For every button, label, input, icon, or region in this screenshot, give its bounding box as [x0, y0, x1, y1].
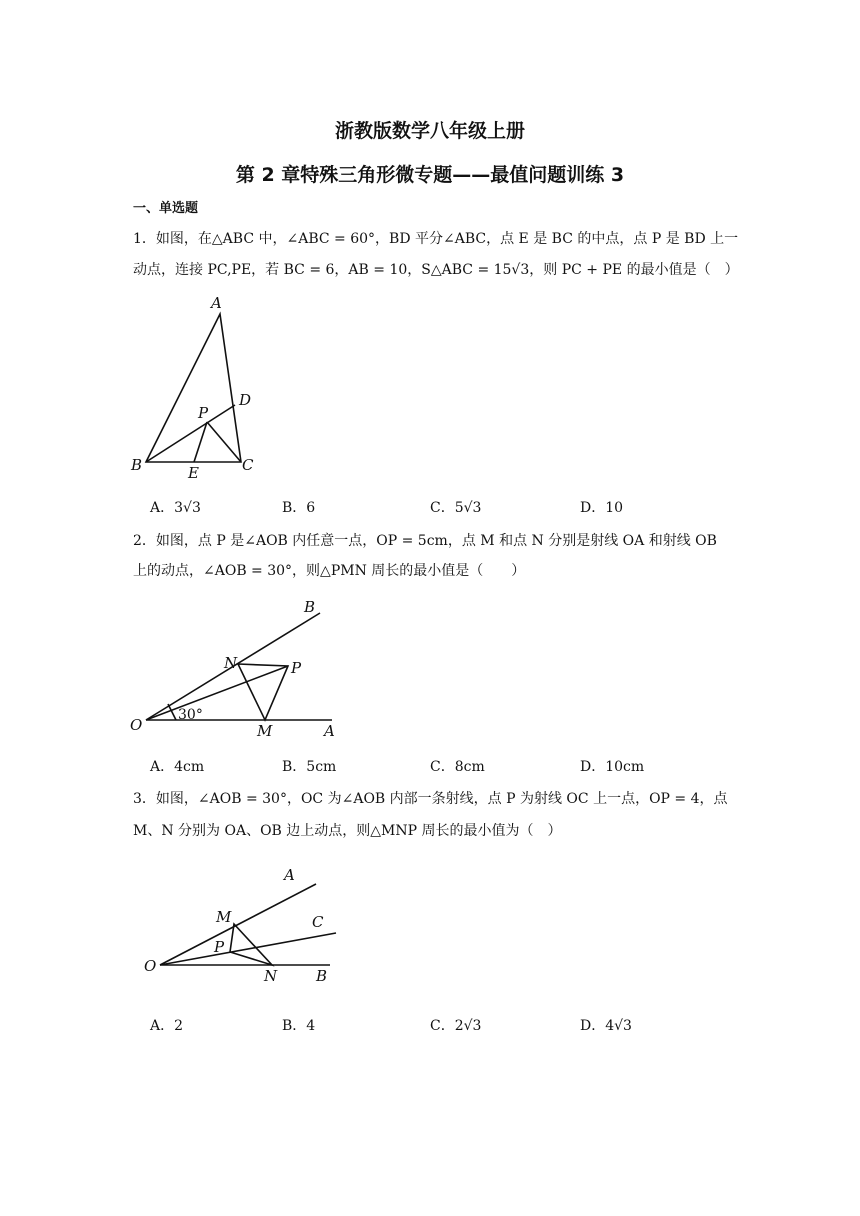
section-heading: 一、单选题 — [133, 201, 199, 216]
label-e: E — [188, 464, 199, 482]
question-2-line-1: 2．如图，点 P 是∠AOB 内任意一点，OP = 5cm，点 M 和点 N 分别是射线 OA 和射线 OB — [133, 533, 717, 549]
segment-bd — [146, 405, 235, 462]
question-2-option-c[interactable]: C．8cm — [430, 759, 485, 775]
question-1-figure — [128, 290, 268, 485]
ray-oc — [160, 933, 336, 965]
question-2-line-2: 上的动点，∠AOB = 30°，则△PMN 周长的最小值是（ ） — [133, 563, 526, 579]
question-2-option-b[interactable]: B．5cm — [282, 759, 337, 775]
triangle-pmn — [238, 664, 288, 720]
label-b: B — [304, 598, 316, 616]
question-3-option-c[interactable]: C．2√3 — [430, 1018, 482, 1034]
question-2-option-a[interactable]: A．4cm — [150, 759, 205, 775]
label-o: O — [130, 716, 143, 734]
label-o: O — [144, 957, 157, 975]
label-p: P — [214, 938, 225, 956]
question-3-option-b[interactable]: B．4 — [282, 1018, 316, 1034]
ray-oa — [160, 884, 316, 965]
question-3-option-a[interactable]: A．2 — [150, 1018, 184, 1034]
question-1-line-1: 1．如图，在△ABC 中，∠ABC = 60°，BD 平分∠ABC，点 E 是 BC 的中点，点 P 是 BD 上一 — [133, 231, 739, 247]
question-1-option-b[interactable]: B．6 — [282, 500, 316, 516]
segment-op — [146, 666, 288, 720]
question-3-figure — [140, 860, 350, 992]
question-3-line-1: 3．如图，∠AOB = 30°，OC 为∠AOB 内部一条射线，点 P 为射线 OC 上一点，OP = 4，点 — [133, 791, 728, 807]
label-angle: 30° — [178, 707, 203, 723]
question-1-option-a[interactable]: A．3√3 — [150, 500, 201, 516]
question-2-option-d[interactable]: D．10cm — [580, 759, 645, 775]
label-a: A — [284, 866, 295, 884]
question-2-figure — [128, 596, 348, 744]
question-3-option-d[interactable]: D．4√3 — [580, 1018, 632, 1034]
label-p: P — [291, 659, 302, 677]
document-title: 浙教版数学八年级上册 — [334, 120, 525, 142]
label-n: N — [224, 654, 238, 672]
label-a: A — [211, 294, 222, 312]
label-b: B — [316, 967, 328, 985]
label-p: P — [198, 404, 209, 422]
document-subtitle: 第 2 章特殊三角形微专题——最值问题训练 3 — [235, 164, 625, 186]
triangle-mnp — [230, 924, 272, 965]
label-c: C — [312, 913, 324, 931]
label-d: D — [239, 391, 252, 409]
label-m: M — [216, 908, 232, 926]
question-1-option-c[interactable]: C．5√3 — [430, 500, 482, 516]
label-b: B — [131, 456, 143, 474]
question-1-option-d[interactable]: D．10 — [580, 500, 624, 516]
question-1-line-2: 动点，连接 PC,PE，若 BC = 6，AB = 10，S△ABC = 15√3，则 PC + PE 的最小值是（ ） — [133, 262, 739, 278]
triangle-abc — [146, 314, 241, 462]
label-a: A — [324, 722, 335, 740]
label-c: C — [242, 456, 254, 474]
label-n: N — [264, 967, 278, 985]
label-m: M — [257, 722, 273, 740]
question-3-line-2: M、N 分别为 OA、OB 边上动点，则△MNP 周长的最小值为（ ） — [133, 823, 562, 839]
